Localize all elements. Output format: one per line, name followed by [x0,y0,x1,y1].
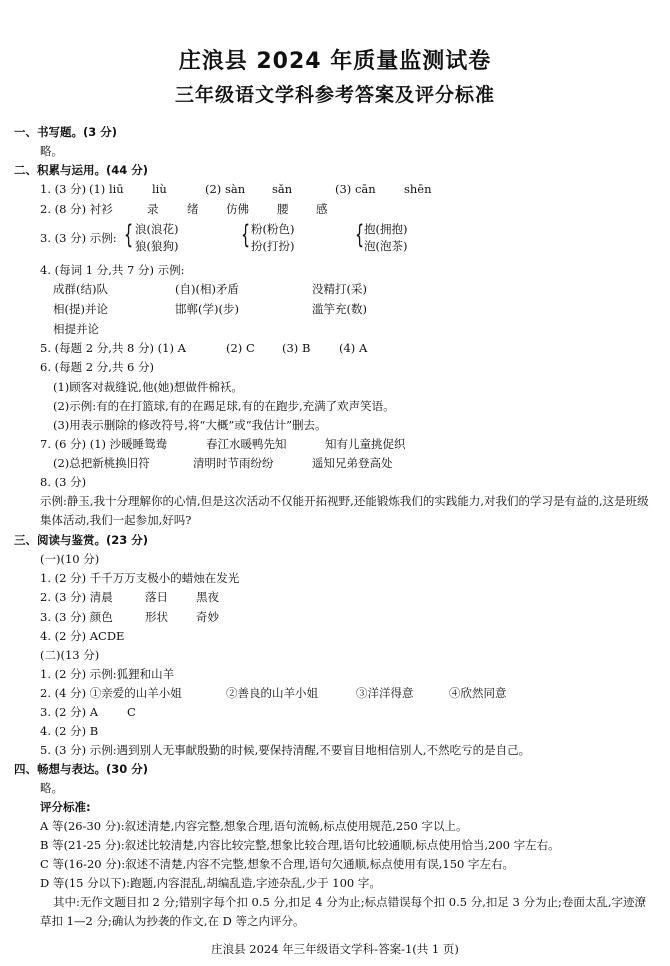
grade-d: D 等(15 分以下):跑题,内容混乱,胡编乱造,字迹杂乱,少于 100 字。 [40,876,381,890]
part-2-q2c: ③洋洋得意 [356,686,414,700]
q5-answer-4: (4) A [339,341,368,355]
q3-group-1 [135,221,178,255]
q3-brace-1: { [124,220,134,250]
q4-idiom-6: 滥竽充(数) [312,302,367,316]
part-2-q3b: C [127,705,136,719]
grading-criteria-heading: 评分标准: [40,800,91,814]
part-2-q2a: 2. (4 分) ①亲爱的山羊小姐 [40,686,182,700]
section-4-answer: 略。 [40,781,63,795]
q3-word-b2: 扮(打扮) [251,239,295,253]
grade-b: B 等(21-25 分):叙述比较清楚,内容比较完整,想象比较合理,语句比较通顺,标点使用恰当,200 字左右。 [40,838,560,852]
q3-group-2 [251,221,294,255]
part-1-q2a: 2. (3 分) 清晨 [40,590,113,604]
q8-num: 8. (3 分) [40,475,87,489]
q2-word-2: 录 [147,202,159,216]
q3-word-c2: 泡(泡茶) [364,239,408,253]
q2-word-6: 感 [316,202,328,216]
page-title: 庄浪县 2024 年质量监测试卷 [178,49,492,74]
q5-answer-3: (3) B [282,341,311,355]
q4-idiom-4: 相(提)并论 [53,302,108,316]
q7-line-2c: 遥知兄弟登高处 [312,456,393,470]
q7-line-2b: 清明时节雨纷纷 [193,456,274,470]
section-2-heading: 二、积累与运用。(44 分) [14,163,149,177]
q3-brace-2: { [241,220,251,250]
q3-word-a2: 狼(狼狗) [135,239,179,253]
q7-line-1c: 知有儿童挑促织 [325,437,406,451]
q5-answer-2: (2) C [226,341,255,355]
section-1-heading: 一、书写题。(3 分) [14,125,118,139]
q2-word-3: 绪 [187,202,199,216]
part-2-q3a: 3. (2 分) A [40,705,99,719]
part-1-q4: 4. (2 分) ACDE [40,629,125,643]
q4-heading: 4. (每词 1 分,共 7 分) 示例: [40,263,185,277]
q5-answer-1: 5. (每题 2 分,共 8 分) (1) A [40,341,186,355]
q6-answer-2: (2)示例:有的在打篮球,有的在踢足球,有的在跑步,充满了欢声笑语。 [53,399,395,413]
q4-idiom-5: 邯郸(学)(步) [175,302,239,316]
q3-brace-3: { [355,220,365,250]
section-3-heading: 三、阅读与鉴赏。(23 分) [14,533,149,547]
part-2-q4: 4. (2 分) B [40,724,99,738]
part-2-q2d: ④欣然同意 [449,686,507,700]
q7-line-1b: 春江水暖鸭先知 [206,437,287,451]
q4-idiom-1: 成群(结)队 [53,282,108,296]
part-1-q1: 1. (2 分) 千千万万支极小的蜡烛在发光 [40,571,240,585]
q1-pinyin-1a: (1) liū [89,182,124,196]
page-subtitle: 三年级语文学科参考答案及评分标准 [174,84,495,106]
q1-pinyin-2a: (2) sàn [205,182,246,196]
q1-num: 1. (3 分) [40,182,87,196]
q2-word-5: 腰 [277,202,289,216]
part-1-q3a: 3. (3 分) 颜色 [40,610,113,624]
q6-answer-1: (1)顾客对裁缝说,他(她)想做件棉袄。 [53,380,243,394]
section-1-answer: 略。 [40,144,63,158]
part-2-heading: (二)(13 分) [40,648,100,662]
q2-word-4: 仿佛 [226,202,249,216]
part-2-q1: 1. (2 分) 示例:狐狸和山羊 [40,667,175,681]
part-1-q3b: 形状 [145,610,168,624]
q2-answer: 2. (8 分) 衬衫 [40,202,113,216]
part-2-q2b: ②善良的山羊小姐 [226,686,318,700]
q1-pinyin-3a: (3) cān [335,182,376,196]
q1-pinyin-1b: liù [152,182,167,196]
part-1-q3c: 奇妙 [196,610,219,624]
q8-answer: 示例:静玉,我十分理解你的心情,但是这次活动不仅能开拓视野,还能锻炼我们的实践能力,对我们的学习是有益的,这是班级集体活动,我们一起参加,好吗? [40,494,649,527]
q3-word-b1: 粉(粉色) [251,222,295,236]
q1-pinyin-3b: shēn [404,182,432,196]
q3-word-c1: 抱(拥抱) [364,222,408,236]
q6-heading: 6. (每题 2 分,共 6 分) [40,360,155,374]
grade-c: C 等(16-20 分):叙述不清楚,内容不完整,想象不合理,语句欠通顺,标点使用有误,150 字左右。 [40,857,514,871]
page-footer: 庄浪县 2024 年三年级语文学科-答案-1(共 1 页) [211,942,459,956]
part-2-q5: 5. (3 分) 示例:遇到别人无事献殷勤的时候,要保持清醒,不要盲目地相信别人,不然吃亏的是自己。 [40,743,531,757]
q1-pinyin-2b: sǎn [272,182,293,196]
section-4-heading: 四、畅想与表达。(30 分) [14,762,149,776]
part-1-q2b: 落日 [145,590,168,604]
grade-a: A 等(26-30 分):叙述清楚,内容完整,想象合理,语句流畅,标点使用规范,250 字以上。 [40,819,468,833]
part-1-q2c: 黑夜 [196,590,219,604]
q4-idiom-2: (自)(相)矛盾 [175,282,239,296]
q3-word-a1: 浪(浪花) [135,222,179,236]
q7-line-1a: 7. (6 分) (1) 沙暖睡鸳鸯 [40,437,168,451]
q4-idiom-3: 没精打(采) [312,282,367,296]
q3-num: 3. (3 分) 示例: [40,231,117,245]
q6-answer-3: (3)用表示删除的修改符号,将“大概”或“我估计”删去。 [53,418,327,432]
q7-line-2a: (2)总把新桃换旧符 [53,456,150,470]
q4-idiom-7: 相提并论 [53,322,99,336]
q3-group-3 [364,221,407,255]
part-1-heading: (一)(10 分) [40,552,100,566]
grading-note: 其中:无作文题目扣 2 分;错别字每个扣 0.5 分,扣足 4 分为止;标点错误每个扣 0.5 分,扣足 3 分为止;卷面太乱,字迹潦草扣 1—2 分;确认为抄袭的作文,在 D 等之内评分。 [40,895,647,928]
